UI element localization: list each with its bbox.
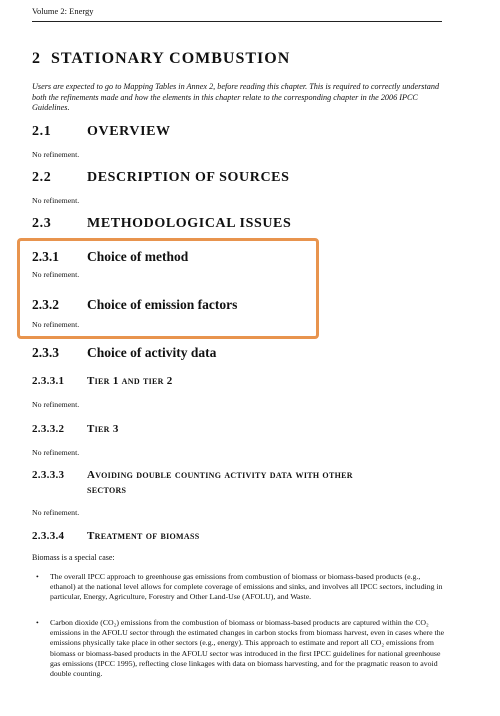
chapter-intro: Users are expected to go to Mapping Tables in Annex 2, before reading this chapter. This is required to correctly understand both the refinements made and how the elements in this chapter relate to the corresponding chapter in the 2006 IPCC Guidelines.: [32, 82, 440, 113]
bullet-glyph: •: [36, 618, 39, 627]
section-title-tier-3: Tier 3: [87, 423, 119, 435]
running-head: Volume 2: Energy: [32, 6, 94, 16]
section-number: 2.3.2: [32, 297, 59, 312]
bullet-text: Carbon dioxide (CO₂) emissions from the combustion of biomass or biomass-based products are captured within the CO₂ emissions in the AFOLU sector through the estimated changes in carbon stocks from biomass harvest, even in cases where the emissions physically take place in other sectors (e.g., energy). This approach to estimate and report all CO₂ emissions from biomass or biomass-based products in the AFOLU sector was introduced in the first IPCC guidelines for national greenhouse gas emissions (IPCC 1995), reflecting close linkages with data on biomass harvesting, and for the pragmatic reason to avoid double counting.: [50, 618, 445, 679]
section-title-choice-of-method: Choice of method: [87, 249, 189, 264]
section-title-overview: OVERVIEW: [87, 124, 171, 139]
section-number: 2.3.3.4: [32, 530, 65, 542]
section-number: 2.3.3: [32, 345, 59, 360]
section-number: 2.3.3.3: [32, 469, 65, 481]
section-note: No refinement.: [32, 400, 80, 409]
section-title-sources: DESCRIPTION OF SOURCES: [87, 170, 290, 185]
chapter-number: 2: [32, 50, 41, 67]
section-title-methodological: METHODOLOGICAL ISSUES: [87, 216, 292, 231]
section-note: No refinement.: [32, 196, 80, 205]
section-title-double-counting: Avoiding double counting activity data with other: [87, 469, 353, 481]
section-title-activity-data: Choice of activity data: [87, 345, 217, 360]
section-title-emission-factors: Choice of emission factors: [87, 297, 238, 312]
header-rule: [32, 21, 442, 22]
section-note: No refinement.: [32, 270, 80, 279]
section-number: 2.2: [32, 170, 52, 185]
section-title-double-counting-line2: sectors: [87, 484, 127, 496]
section-number: 2.3.1: [32, 249, 59, 264]
section-number: 2.3.3.1: [32, 375, 65, 387]
section-title-tier-1-2: Tier 1 and tier 2: [87, 375, 173, 387]
section-note: No refinement.: [32, 448, 80, 457]
section-number: 2.3.3.2: [32, 423, 65, 435]
chapter-title: [32, 50, 290, 68]
section-note: No refinement.: [32, 508, 80, 517]
section-title-biomass: Treatment of biomass: [87, 530, 200, 542]
biomass-lead: Biomass is a special case:: [32, 553, 115, 562]
chapter-title-text: STATIONARY COMBUSTION: [51, 50, 291, 67]
section-note: No refinement.: [32, 320, 80, 329]
section-note: No refinement.: [32, 150, 80, 159]
section-number: 2.3: [32, 216, 52, 231]
bullet-text: The overall IPCC approach to greenhouse gas emissions from combustion of biomass or biomass-based products (e.g., ethanol) at the national level allows for complete coverage of emissions and sinks, and involves all IPCC sectors, including in particular, Energy, Agriculture, Forestry and Other Land-Use (AFOLU), and Waste.: [50, 572, 443, 602]
section-number: 2.1: [32, 124, 52, 139]
bullet-glyph: •: [36, 572, 39, 581]
